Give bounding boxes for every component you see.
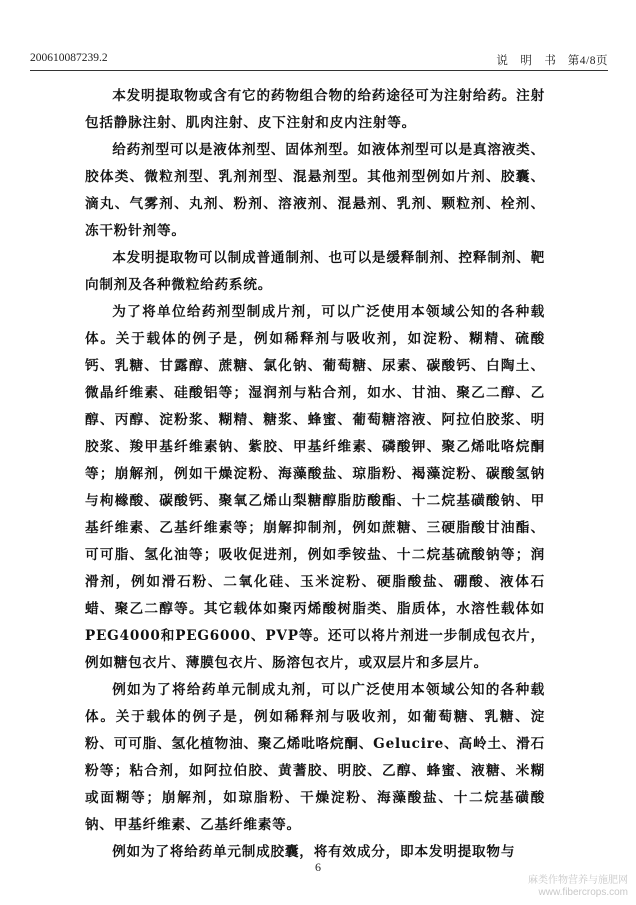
paragraph: 本发明提取物或含有它的药物组合物的给药途径可为注射给药。注射包括静脉注射、肌肉注射、皮下注射和皮内注射等。 [85, 88, 545, 131]
paragraph: 本发明提取物可以制成普通制剂、也可以是缓释制剂、控释制剂、靶向制剂及各种微粒给药系统。 [85, 250, 545, 293]
document-body [85, 83, 545, 866]
document-id: 200610087239.2 [30, 52, 108, 64]
paragraph: 给药剂型可以是液体剂型、固体剂型。如液体剂型可以是真溶液类、胶体类、微粒剂型、乳剂剂型、混悬剂型。其他剂型例如片剂、胶囊、滴丸、气雾剂、丸剂、粉剂、溶液剂、混悬剂、乳剂、颗粒剂、栓剂、冻干粉针剂等。 [85, 142, 545, 239]
page-of-total: 第4/8页 [567, 55, 608, 67]
watermark-url: www.fibercrops.com [538, 887, 628, 898]
header-right [488, 52, 608, 68]
site-watermark [528, 875, 628, 899]
paragraph: 例如为了将给药单元制成丸剂，可以广泛使用本领域公知的各种载体。关于载体的例子是，例如稀释剂与吸收剂，如葡萄糖、乳糖、淀粉、可可脂、氢化植物油、聚乙烯吡咯烷酮、Gelucire、高岭土、滑石粉等；粘合剂，如阿拉伯胶、黄蓍胶、明胶、乙醇、蜂蜜、液糖、米糊或面糊等；崩解剂，如琼脂粉、干燥淀粉、海藻酸盐、十二烷基磺酸钠、甲基纤维素、乙基纤维素等。 [85, 682, 545, 833]
paragraph: 例如为了将给药单元制成胶囊，将有效成分，即本发明提取物与 [112, 844, 516, 860]
page-number: 6 [315, 860, 321, 874]
watermark-title: 麻类作物营养与施肥网 [528, 875, 628, 886]
header-rule [30, 70, 608, 71]
document-type: 说 明 书 [496, 55, 557, 67]
paragraph: 为了将单位给药剂型制成片剂，可以广泛使用本领域公知的各种载体。关于载体的例子是，例如稀释剂与吸收剂，如淀粉、糊精、硫酸钙、乳糖、甘露醇、蔗糖、氯化钠、葡萄糖、尿素、碳酸钙、白陶土、微晶纤维素、硅酸铝等；湿润剂与粘合剂，如水、甘油、聚乙二醇、乙醇、丙醇、淀粉浆、糊精、糖浆、蜂蜜、葡萄糖溶液、阿拉伯胶浆、明胶浆、羧甲基纤维素钠、紫胶、甲基纤维素、磷酸钾、聚乙烯吡咯烷酮等；崩解剂，例如干燥淀粉、海藻酸盐、琼脂粉、褐藻淀粉、碳酸氢钠与枸橼酸、碳酸钙、聚氧乙烯山梨糖醇脂肪酸酯、十二烷基磺酸钠、甲基纤维素、乙基纤维素等；崩解抑制剂，例如蔗糖、三硬脂酸甘油酯、可可脂、氢化油等；吸收促进剂，例如季铵盐、十二烷基硫酸钠等；润滑剂，例如滑石粉、二氧化硅、玉米淀粉、硬脂酸盐、硼酸、液体石蜡、聚乙二醇等。其它载体如聚丙烯酸树脂类、脂质体，水溶性载体如PEG4000和PEG6000、PVP等。还可以将片剂进一步制成包衣片，例如糖包衣片、薄膜包衣片、肠溶包衣片，或双层片和多层片。 [85, 304, 545, 671]
page-header [30, 52, 608, 70]
